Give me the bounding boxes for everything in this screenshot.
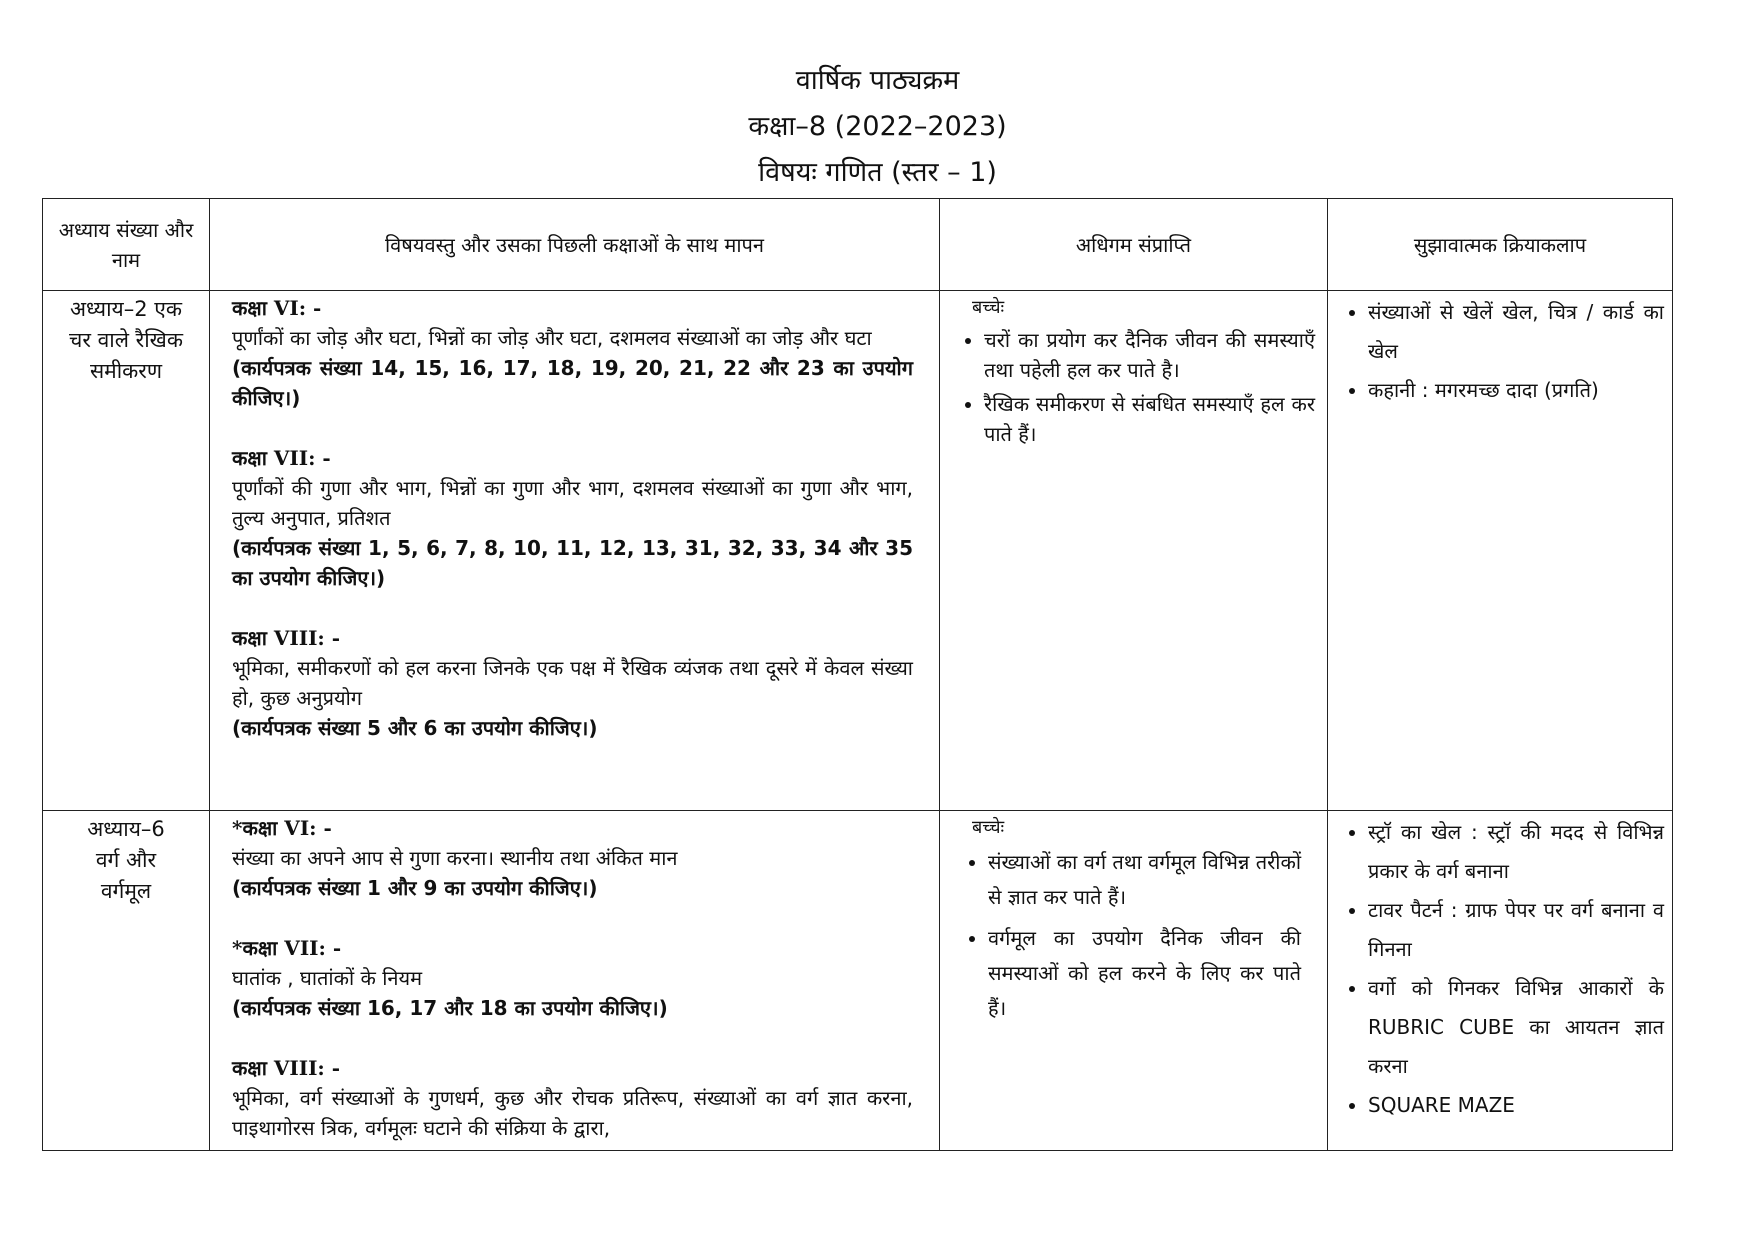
worksheet-note: (कार्यपत्रक संख्या 1, 5, 6, 7, 8, 10, 11, 12, 13, 31, 32, 33, 34 और 35 का उपयोग कीजिए।): [232, 536, 913, 590]
list-item: • रैखिक समीकरण से संबधित समस्याएँ हल कर पाते हैं।: [984, 389, 1315, 449]
content-cell: [210, 291, 940, 811]
syllabus-table: [42, 198, 1673, 1151]
list-item: • स्ट्रॉ का खेल : स्ट्रॉ की मदद से विभिन्न प्रकार के वर्ग बनाना: [1368, 813, 1664, 891]
document-title: वार्षिक पाठ्यक्रम: [795, 65, 960, 96]
chapter-name: अध्याय–6 वर्ग और वर्गमूल: [87, 817, 165, 903]
column-header-content: विषयवस्तु और उसका पिछली कक्षाओं के साथ मापन: [210, 199, 940, 291]
table-row: [43, 811, 1673, 1151]
grade-heading: कक्षा VIII: -: [232, 626, 341, 650]
table-header-row: [43, 199, 1673, 291]
subject-line: विषयः गणित (स्तर – 1): [758, 157, 997, 188]
worksheet-note: (कार्यपत्रक संख्या 16, 17 और 18 का उपयोग कीजिए।): [232, 996, 668, 1020]
grade-heading: कक्षा VIII: -: [232, 1056, 341, 1080]
activities-cell: [1328, 811, 1673, 1151]
list-item: • चरों का प्रयोग कर दैनिक जीवन की समस्याएँ तथा पहेली हल कर पाते है।: [984, 325, 1315, 385]
column-header-activities: सुझावात्मक क्रियाकलाप: [1328, 199, 1673, 291]
list-item: • SQUARE MAZE: [1368, 1086, 1664, 1125]
outcome-cell: [940, 811, 1328, 1151]
column-header-chapter: अध्याय संख्या और नाम: [43, 199, 210, 291]
activity-list: [1336, 293, 1664, 410]
list-item: • टावर पैटर्न : ग्राफ पेपर पर वर्ग बनाना व गिनना: [1368, 891, 1664, 969]
worksheet-note: (कार्यपत्रक संख्या 5 और 6 का उपयोग कीजिए।): [232, 716, 598, 740]
topic-text: भूमिका, समीकरणों को हल करना जिनके एक पक्ष में रैखिक व्यंजक तथा दूसरे में केवल संख्या हो, कुछ अनुप्रयोग: [232, 656, 913, 710]
list-item: • संख्याओं से खेलें खेल, चित्र / कार्ड का खेल: [1368, 293, 1664, 371]
topic-text: भूमिका, वर्ग संख्याओं के गुणधर्म, कुछ और रोचक प्रतिरूप, संख्याओं का वर्ग ज्ञात करना, पाइथागोरस त्रिक, वर्गमूलः घटाने की संक्रिया के द्वारा,: [232, 1086, 913, 1140]
document-header: [0, 58, 1755, 196]
topic-text: पूर्णांकों की गुणा और भाग, भिन्नों का गुणा और भाग, दशमलव संख्याओं का गुणा और भाग, तुल्य अनुपात, प्रतिशत: [232, 476, 913, 530]
topic-text: घातांक , घातांकों के नियम: [232, 966, 423, 990]
outcome-list: [954, 325, 1315, 449]
outcome-cell: [940, 291, 1328, 811]
grade-heading: कक्षा VII: -: [232, 446, 331, 470]
chapter-cell: [43, 291, 210, 811]
list-item: • कहानी : मगरमच्छ दादा (प्रगति): [1368, 371, 1664, 410]
topic-text: संख्या का अपने आप से गुणा करना। स्थानीय तथा अंकित मान: [232, 846, 678, 870]
topic-text: पूर्णांकों का जोड़ और घटा, भिन्नों का जोड़ और घटा, दशमलव संख्याओं का जोड़ और घटा: [232, 326, 872, 350]
chapter-name: अध्याय–2 एक चर वाले रैखिक समीकरण: [69, 297, 183, 383]
outcome-lead: बच्चेः: [972, 297, 1005, 318]
grade-heading: *कक्षा VI: -: [232, 816, 332, 840]
chapter-cell: [43, 811, 210, 1151]
column-header-outcomes: अधिगम संप्राप्ति: [940, 199, 1328, 291]
worksheet-note: (कार्यपत्रक संख्या 14, 15, 16, 17, 18, 19, 20, 21, 22 और 23 का उपयोग कीजिए।): [232, 356, 913, 410]
activities-cell: [1328, 291, 1673, 811]
activity-list: [1336, 813, 1664, 1125]
table-row: [43, 291, 1673, 811]
content-cell: [210, 811, 940, 1151]
list-item: • वर्गमूल का उपयोग दैनिक जीवन की समस्याओं को हल करने के लिए कर पाते हैं।: [988, 921, 1301, 1026]
outcome-list: [954, 845, 1301, 1026]
worksheet-note: (कार्यपत्रक संख्या 1 और 9 का उपयोग कीजिए।): [232, 876, 598, 900]
grade-heading: कक्षा VI: -: [232, 296, 322, 320]
list-item: • वर्गो को गिनकर विभिन्न आकारों के RUBRIC CUBE का आयतन ज्ञात करना: [1368, 969, 1664, 1086]
list-item: • संख्याओं का वर्ग तथा वर्गमूल विभिन्न तरीकों से ज्ञात कर पाते हैं।: [988, 845, 1301, 915]
grade-heading: *कक्षा VII: -: [232, 936, 342, 960]
class-year-line: कक्षा–8 (2022–2023): [748, 111, 1007, 142]
outcome-lead: बच्चेः: [972, 817, 1005, 838]
